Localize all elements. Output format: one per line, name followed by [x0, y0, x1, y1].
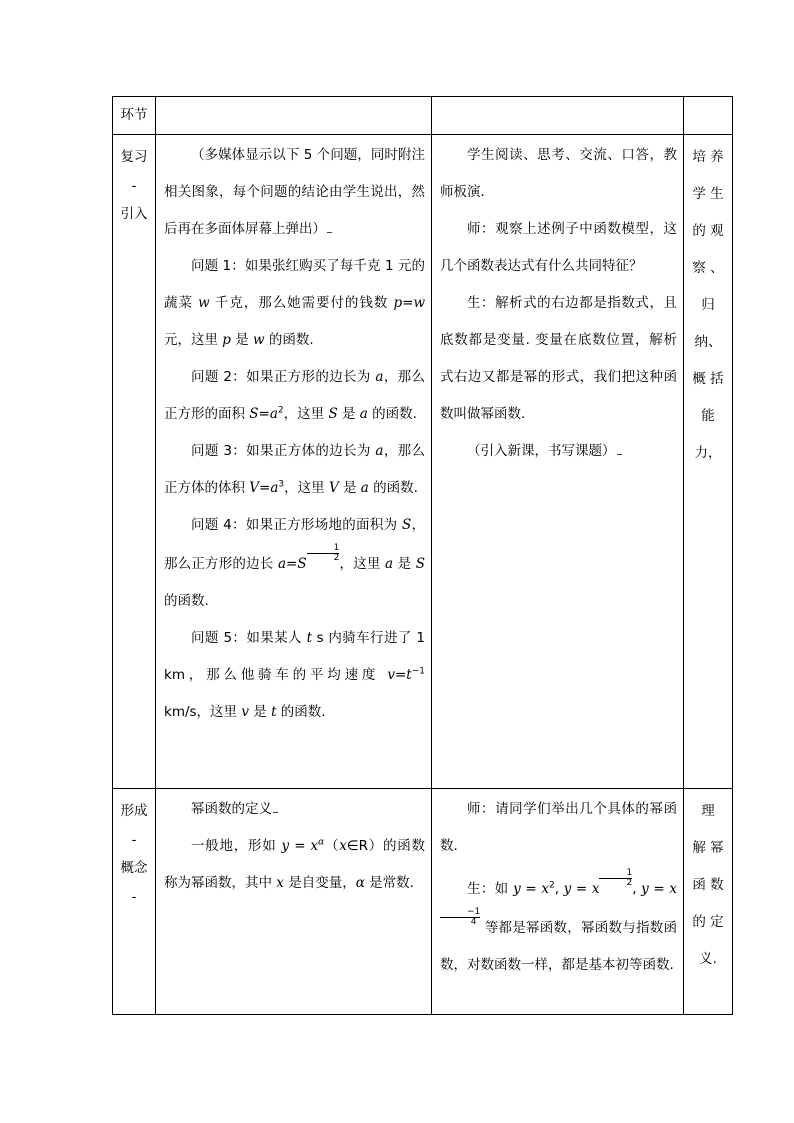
- stage-dash: -: [131, 832, 137, 848]
- def-title-text: 幂函数的定义: [191, 801, 272, 817]
- header-stage-cell: [113, 97, 156, 135]
- q3-text-c: ，这里: [284, 480, 329, 496]
- stage-label-review: 复习: [120, 149, 148, 165]
- stage-label-form: 形成: [120, 803, 148, 819]
- formula-v-eq-t-inv: v: [387, 667, 395, 684]
- q5-text-a: 问题 5：如果某人: [191, 630, 307, 647]
- question-2: 问题 2：如果正方形的边长为 a，那么正方形的面积 $S=a^2$，这里 S 是 a 的函数.: [164, 369, 426, 422]
- new-lesson-note: [432, 433, 683, 470]
- def-text-c: ）的函数称为幂函数，其中: [164, 838, 425, 891]
- q4-text-b: ，那么正方形的边长: [164, 517, 426, 573]
- q3-text-b: ，那么正方体的体积: [164, 443, 426, 496]
- header-row: [113, 97, 733, 135]
- goal2-line: 理: [701, 803, 715, 819]
- student-ex-text-b: 等都是幂函数，幂函数与指数函数，对数函数一样，都是基本初等函数.: [440, 920, 677, 974]
- teacher-request: [432, 791, 683, 865]
- q5-text-c: km/s，这里: [164, 704, 242, 721]
- var-v2: v: [241, 704, 249, 721]
- var-s3: S: [415, 556, 425, 573]
- example-formulas: y: [513, 881, 521, 898]
- q4-text-c: ，这里: [339, 556, 386, 573]
- var-p: p: [222, 332, 231, 348]
- header-student-cell: [432, 97, 684, 135]
- goal2-line: 义.: [699, 951, 717, 967]
- goal-cell-1: [684, 135, 733, 789]
- goal1-line: 的 观: [692, 223, 724, 239]
- q1-text-d: 是: [230, 332, 254, 348]
- fraction-one-half: $\frac{1}{2}$: [307, 544, 340, 563]
- formula-a-eq-s-half: a: [277, 556, 287, 573]
- goal1-line: 归纳、: [694, 297, 722, 350]
- student-activity-1: [432, 137, 683, 211]
- teacher2-text: 师：请同学们举出几个具体的幂函数.: [440, 801, 677, 854]
- goal1-line: 概 括: [692, 371, 724, 387]
- question-1: 问题 1：如果张红购买了每千克 1 元的蔬菜 w 千克，那么她需要付的钱数 p=w 元，这里 p 是 w 的函数.: [164, 258, 425, 348]
- formula-s-eq-a2: S: [249, 406, 259, 422]
- def-text-e: 是常数.: [364, 875, 414, 891]
- q4-text-d: 是: [393, 556, 416, 573]
- student-ex-text-a: 生：如: [467, 881, 514, 898]
- paragraph-mark: [273, 804, 278, 813]
- q5-text-b: s 内骑车行进了 1 km，那么他骑车的平均速度: [164, 630, 425, 684]
- student-activity-cell: [432, 135, 684, 789]
- def-text-b: （: [324, 838, 340, 854]
- q2-text-a: 问题 2：如果正方形的边长为: [191, 369, 376, 385]
- student2-text: 生：解析式的右边都是指数式，且底数都是变量. 变量在底数位置，解析式右边又都是幂的形式，我们把这种函数叫做幂函数.: [440, 295, 677, 422]
- newlesson-text: （引入新课，书写课题）: [467, 443, 616, 459]
- q1-text-b: 千克，那么她需要付的钱数: [209, 295, 394, 311]
- q2-text-b: ，那么正方形的面积: [164, 369, 426, 422]
- stage-label-concept: 概念: [120, 860, 148, 876]
- definition-title: [156, 791, 431, 828]
- goal2-line: 解 幂: [692, 840, 724, 856]
- intro-paragraph: [156, 137, 431, 248]
- q2-text-d: 是: [337, 406, 360, 422]
- var-a4: a: [360, 480, 369, 496]
- question-5: 问题 5：如果某人 t s 内骑车行进了 1 km，那么他骑车的平均速度 $v=t^{-1}$ km/s，这里 v 是 t 的函数.: [164, 630, 425, 721]
- formula-v-eq-a3: V: [249, 480, 260, 496]
- paragraph-mark: [617, 446, 622, 455]
- intro-text: （多媒体显示以下 5 个问题，同时附注相关图象，每个问题的结论由学生说出，然后再在多面体屏幕上弹出）: [164, 147, 425, 237]
- goal-cell-2: [684, 789, 733, 1015]
- q3-text-d: 是: [338, 480, 361, 496]
- goal2-line: 函 数: [692, 877, 724, 893]
- definition-body: 一般地，形如 $y = x^\alpha(x\in R)$的函数称为幂函数，其中 x 是自变量，α 是常数.: [164, 837, 425, 891]
- fraction-one-half-b: $\frac{1}{2}$: [599, 869, 632, 888]
- def-text-a: 一般地，形如: [191, 838, 282, 854]
- var-v: V: [328, 480, 339, 496]
- goal2-line: 的 定: [692, 914, 724, 930]
- formula-p-eq-w: p: [393, 295, 403, 311]
- goal1-line: 能力，: [694, 408, 722, 461]
- var-alpha: α: [355, 875, 365, 891]
- concept-row: [113, 789, 733, 1015]
- var-a2: a: [359, 406, 368, 422]
- teacher-question: [432, 211, 683, 285]
- var-x: x: [276, 875, 284, 891]
- q3-text-a: 问题 3：如果正方体的边长为: [191, 443, 376, 459]
- var-a3: a: [375, 443, 384, 459]
- header-stage-label: 环节: [120, 107, 148, 123]
- q1-text-c: 元，这里: [164, 332, 223, 348]
- paragraph-mark: [327, 224, 332, 233]
- goal1-line: 学 生: [692, 186, 724, 202]
- review-stage-cell: [113, 135, 156, 789]
- q4-text-a: 问题 4：如果正方形场地的面积为: [191, 517, 402, 533]
- header-goal-cell: [684, 97, 733, 135]
- student-answer: [432, 285, 683, 433]
- var-a: a: [375, 369, 384, 385]
- q5-text-d: 是: [248, 704, 272, 721]
- q4-text-e: 的函数.: [164, 593, 209, 610]
- teacher1-text: 师：观察上述例子中函数模型，这几个函数表达式有什么共同特征？: [440, 221, 677, 274]
- example-cell: [432, 789, 684, 1015]
- review-intro-row: [113, 135, 733, 789]
- stage-label-intro: 引入: [120, 206, 148, 222]
- question-3: 问题 3：如果正方体的边长为 a，那么正方体的体积 $V=a^3$，这里 V 是 a 的函数.: [164, 443, 426, 496]
- def-text-d: 是自变量，: [283, 875, 356, 891]
- domain-x-in-r: x: [339, 838, 347, 854]
- var-t: t: [306, 630, 312, 647]
- teacher-activity-cell: [156, 135, 432, 789]
- student1-text: 学生阅读、思考、交流、口答，教师板演．: [440, 147, 677, 200]
- question-4: 问题 4：如果正方形场地的面积为 S，那么正方形的边长 a=S $\frac{1}{2}$ ，这里 a 是 S 的函数.: [164, 517, 426, 610]
- lesson-plan-table: [112, 96, 733, 1015]
- var-a5: a: [385, 556, 394, 573]
- var-s2: S: [401, 517, 412, 533]
- fraction-neg-one-quarter: $\frac{-1}{4}$: [440, 908, 480, 927]
- goal1-line: 察 、: [692, 260, 724, 276]
- stage-dash: -: [131, 889, 137, 905]
- q1-text-e: 的函数.: [264, 332, 314, 348]
- header-teacher-cell: [156, 97, 432, 135]
- var-s: S: [328, 406, 338, 422]
- q2-text-e: 的函数.: [367, 406, 417, 422]
- student-examples: 生：如 $y = x^2$, y = x $\frac{1}{2}$ , y = x $\frac{-1}{4}$ 等都是幂函数，幂函数与指数函数，对数函数一样，都是基本初等函数.: [440, 868, 677, 974]
- var-w: w: [198, 295, 210, 311]
- definition-cell: [156, 789, 432, 1015]
- q5-text-e: 的函数.: [276, 704, 326, 721]
- goal1-line: 培 养: [692, 149, 724, 165]
- var-w2: w: [253, 332, 265, 348]
- stage-dash: -: [131, 178, 137, 194]
- q2-text-c: ，这里: [283, 406, 329, 422]
- concept-stage-cell: [113, 789, 156, 1015]
- q1-text-a: 问题 1：如果张红购买了每千克 1 元的蔬菜: [164, 258, 425, 311]
- formula-y-eq-x-alpha: y: [281, 838, 290, 854]
- var-t2: t: [271, 704, 277, 721]
- q3-text-e: 的函数.: [368, 480, 418, 496]
